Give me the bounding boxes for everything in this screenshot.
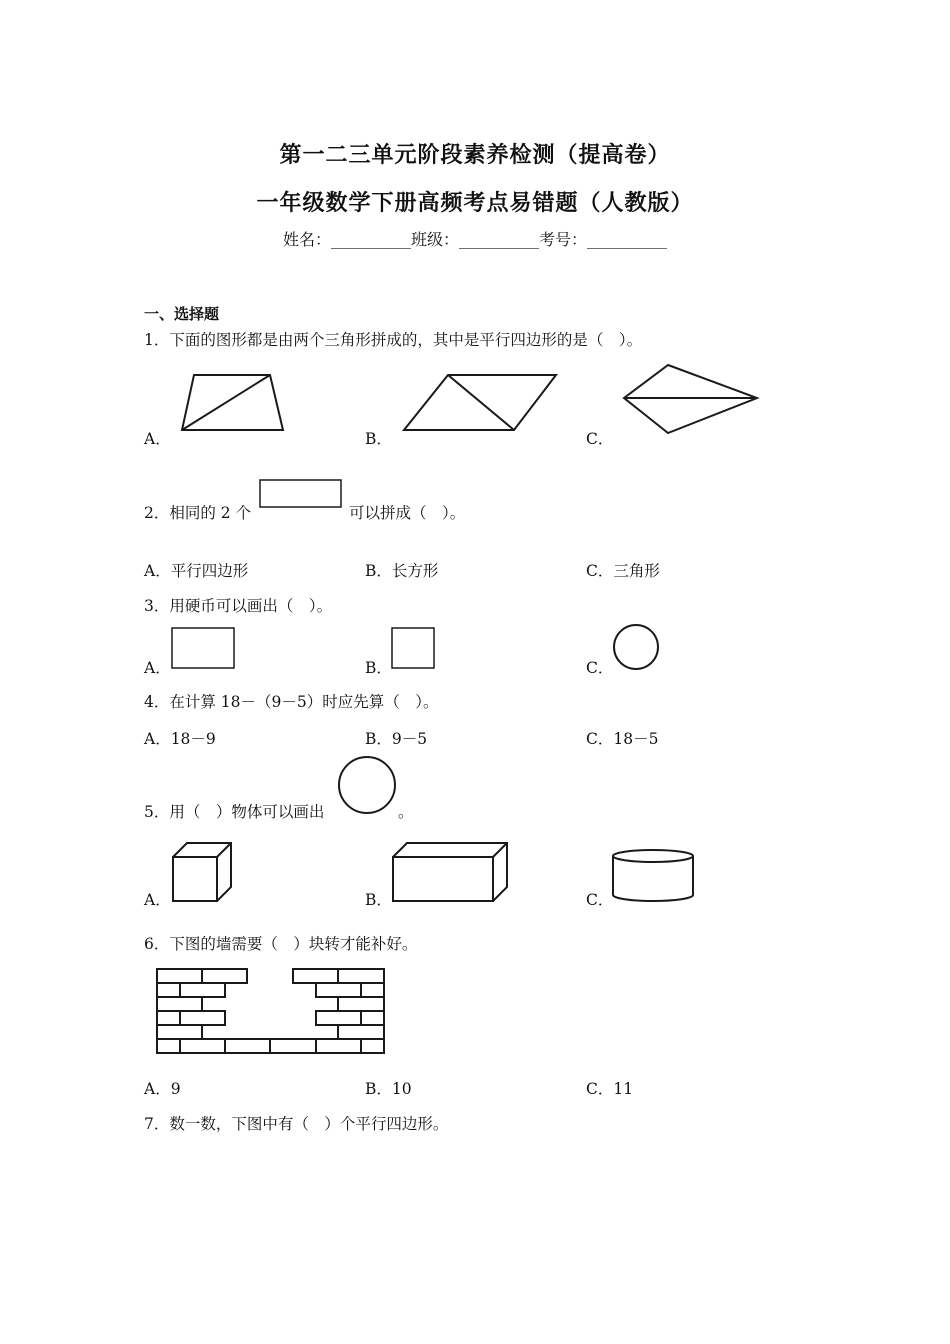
- q4-option-a: A．18－9: [144, 730, 216, 748]
- q1-option-a-label: A．: [144, 430, 171, 448]
- q6-option-c: C．11: [586, 1080, 634, 1098]
- q5-option-a-label: A．: [144, 891, 171, 909]
- question-2-stem-end: 可以拼成（ ）。: [349, 504, 466, 522]
- page-title: 第一二三单元阶段素养检测（提高卷）: [279, 143, 671, 168]
- q2-option-a: A．平行四边形: [144, 562, 249, 580]
- student-info-line: 姓名：__________班级：__________考号：__________: [282, 230, 667, 249]
- question-3-stem: 3．用硬币可以画出（ ）。: [144, 597, 333, 615]
- q2-option-c: C．三角形: [586, 562, 660, 580]
- page-subtitle: 一年级数学下册高频考点易错题（人教版）: [256, 191, 694, 216]
- question-5-stem-start: 5．用（ ）物体可以画出: [144, 803, 325, 821]
- q4-option-c: C．18－5: [586, 730, 659, 748]
- q6-option-b: B．10: [365, 1080, 412, 1098]
- question-1-stem: 1．下面的图形都是由两个三角形拼成的，其中是平行四边形的是（ ）。: [144, 331, 643, 349]
- q3-option-a-label: A．: [144, 659, 171, 677]
- question-2-stem-start: 2．相同的 2 个: [144, 504, 252, 522]
- question-5-stem-end: 。: [398, 803, 414, 821]
- q3-option-b-label: B．: [365, 659, 392, 677]
- q2-option-b: B．长方形: [365, 562, 439, 580]
- q4-option-b: B．9－5: [365, 730, 428, 748]
- question-4-stem: 4．在计算 18－（9－5）时应先算（ ）。: [144, 693, 439, 711]
- q5-option-b-label: B．: [365, 891, 392, 909]
- q6-option-a: A．9: [144, 1080, 181, 1098]
- q1-option-c-label: C．: [586, 430, 614, 448]
- q3-option-c-label: C．: [586, 659, 614, 677]
- question-6-stem: 6．下图的墙需要（ ）块转才能补好。: [144, 935, 418, 953]
- q1-option-b-label: B．: [365, 430, 392, 448]
- q5-option-c-label: C．: [586, 891, 614, 909]
- section-heading: 一、选择题: [144, 305, 220, 323]
- question-7-stem: 7．数一数，下图中有（ ）个平行四边形。: [144, 1115, 449, 1133]
